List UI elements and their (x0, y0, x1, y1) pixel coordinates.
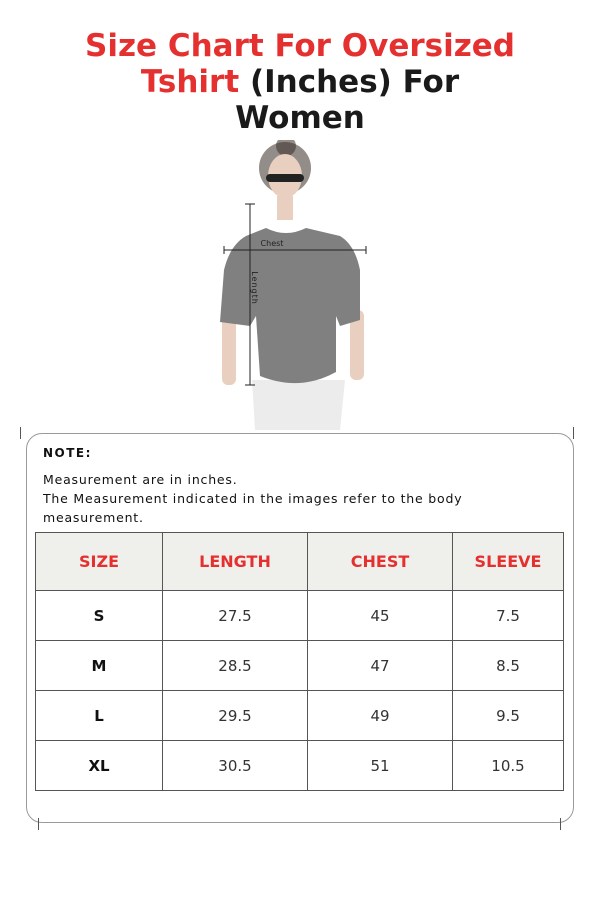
table-row (36, 741, 564, 791)
corner-tick-br (560, 818, 561, 830)
corner-tick-bl (38, 818, 39, 830)
sleeve-cell: 10.5 (453, 741, 564, 791)
table-row (36, 591, 564, 641)
chest-cell: 49 (308, 691, 453, 741)
length-cell: 28.5 (163, 641, 308, 691)
corner-tick-tl (20, 427, 21, 439)
size-cell: XL (36, 741, 163, 791)
size-cell: M (36, 641, 163, 691)
sunglasses-icon (266, 174, 304, 182)
table-row (36, 641, 564, 691)
header-size: SIZE (36, 533, 163, 591)
note-text (43, 470, 553, 527)
table-row (36, 691, 564, 741)
header-chest: CHEST (308, 533, 453, 591)
size-table (35, 532, 564, 791)
table-header-row (36, 533, 564, 591)
sleeve-cell: 7.5 (453, 591, 564, 641)
chest-cell: 45 (308, 591, 453, 641)
chest-cell: 47 (308, 641, 453, 691)
sleeve-cell: 8.5 (453, 641, 564, 691)
note-heading: NOTE: (43, 446, 92, 460)
length-label: Length (250, 271, 259, 305)
chest-label: Chest (260, 239, 284, 248)
size-cell: S (36, 591, 163, 641)
length-cell: 27.5 (163, 591, 308, 641)
sleeve-cell: 9.5 (453, 691, 564, 741)
neck-shape (277, 196, 293, 220)
page-title (0, 28, 600, 136)
size-cell: L (36, 691, 163, 741)
model-illustration (200, 140, 400, 430)
header-length: LENGTH (163, 533, 308, 591)
header-sleeve: SLEEVE (453, 533, 564, 591)
length-cell: 29.5 (163, 691, 308, 741)
left-arm (222, 315, 236, 385)
corner-tick-tr (573, 427, 574, 439)
title-line-1: Size Chart For Oversized (85, 28, 515, 64)
note-line-2: The Measurement indicated in the images refer to the body measurement. (43, 491, 463, 525)
title-inches: (Inches) For (239, 64, 460, 100)
title-line-2 (0, 64, 600, 100)
title-tshirt: Tshirt (140, 64, 240, 100)
tshirt-shape (220, 228, 360, 383)
chest-cell: 51 (308, 741, 453, 791)
pants-shape (252, 380, 345, 430)
length-cell: 30.5 (163, 741, 308, 791)
title-line-3: Women (235, 100, 365, 136)
note-line-1: Measurement are in inches. (43, 472, 238, 487)
